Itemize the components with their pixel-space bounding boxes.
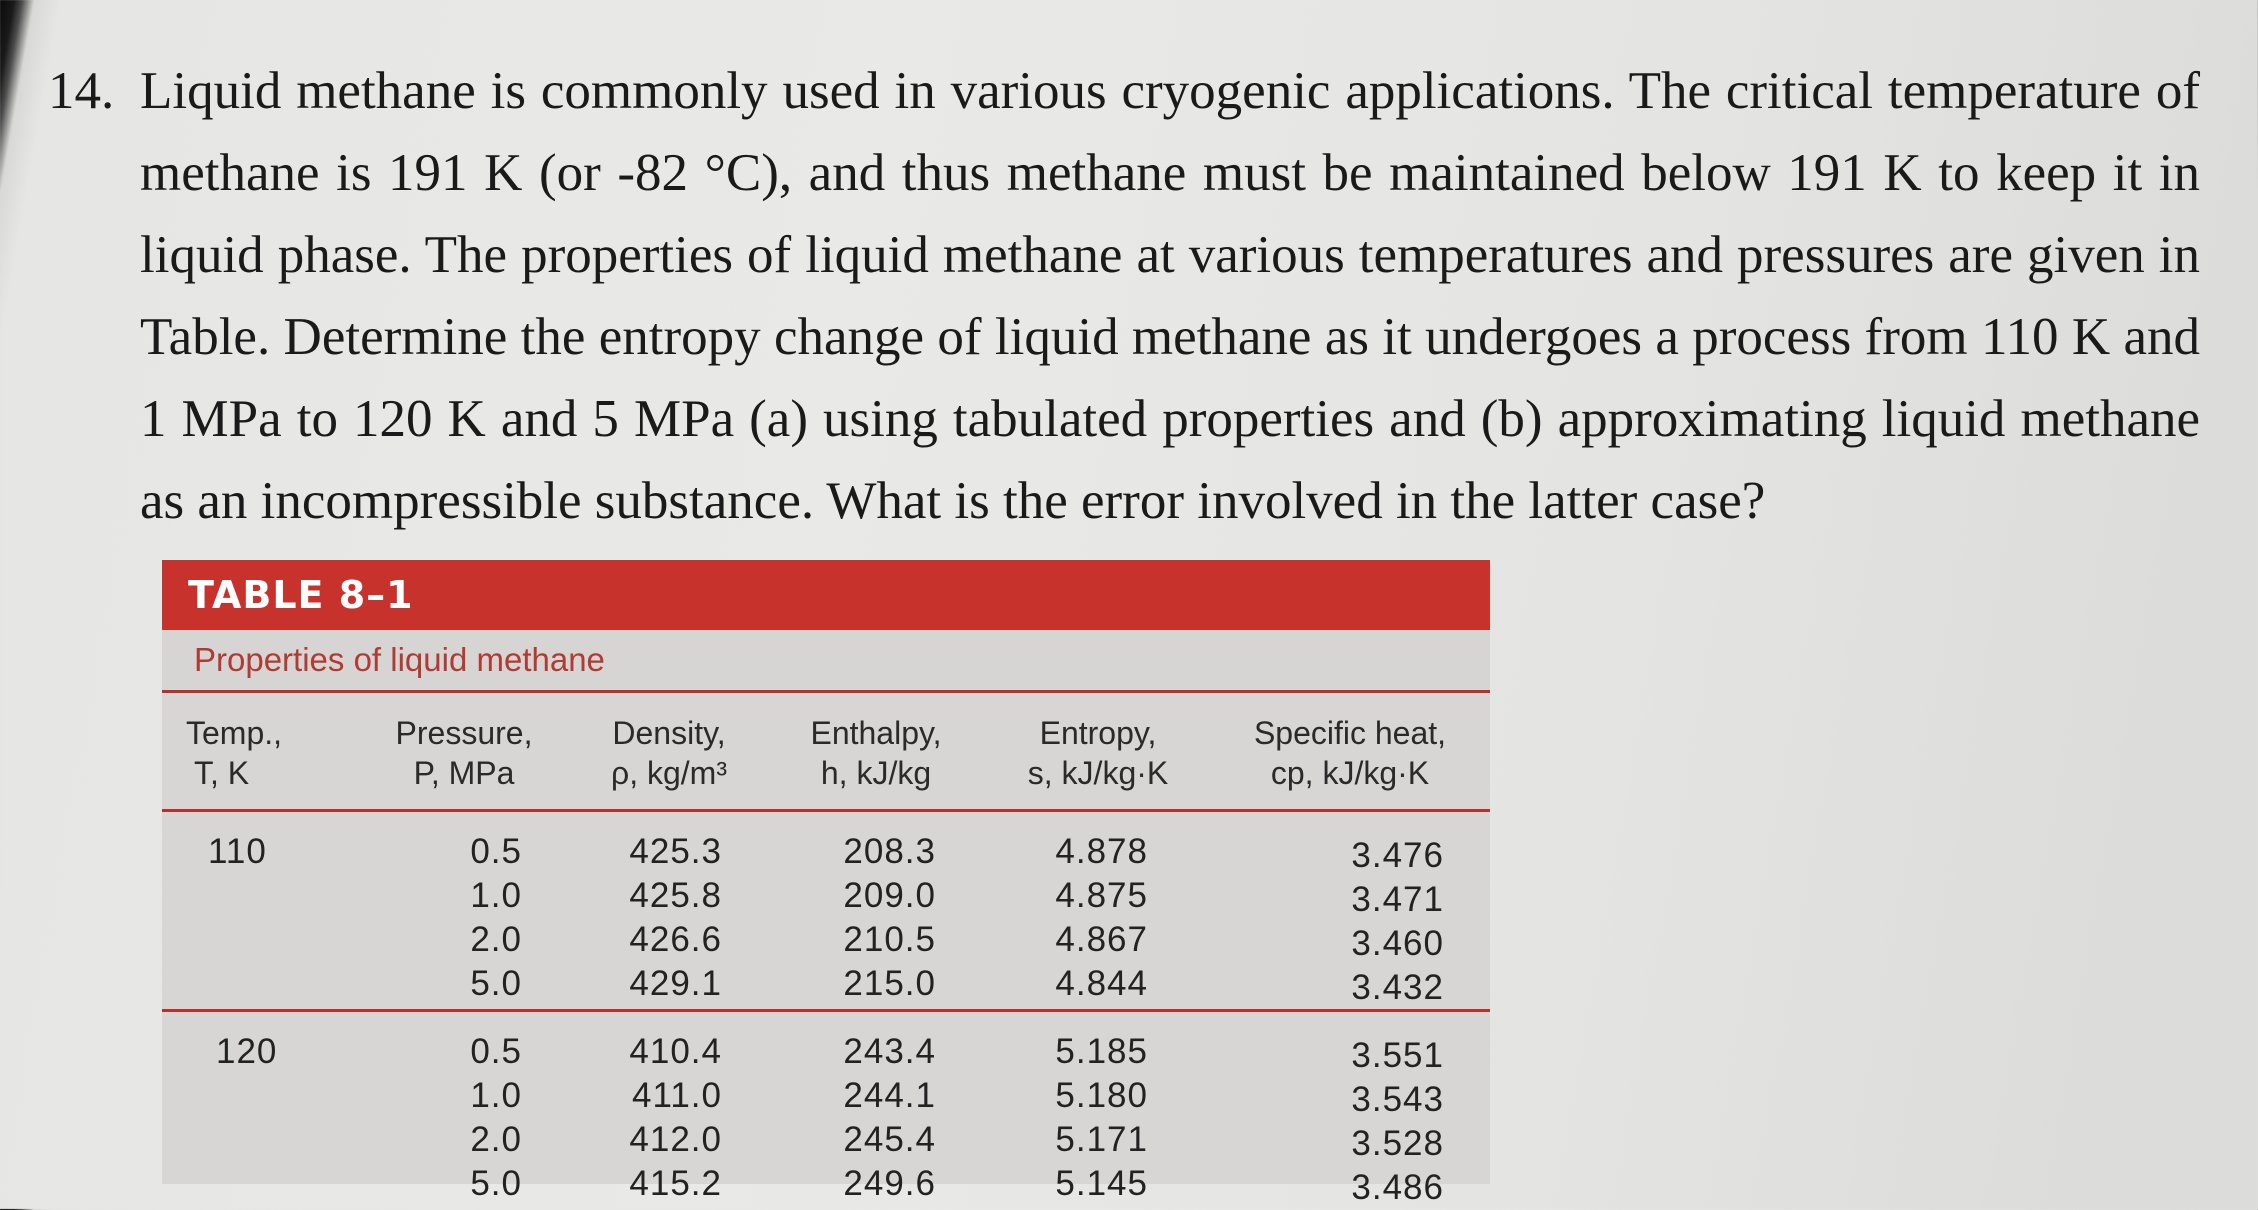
table-subtitle: Properties of liquid methane — [162, 630, 1490, 693]
table-cell: 3.471 — [1351, 880, 1444, 919]
col-header-temp — [186, 713, 282, 793]
table-cell: 425.3 — [629, 832, 722, 871]
problem-text: Liquid methane is commonly used in various cryogenic applications. The critical temperature of methane is 191 K (or -82 °C), and thus methane must be maintained below 191 K to keep it in liquid phase. The properties of liquid methane at various temperatures and pressures are given in Table. Determine the entropy change of liquid methane as it undergoes a process from 110 K and 1 MPa to 120 K and 5 MPa (a) using tabulated properties and (b) approximating liquid methane as an incompressible substance. What is the error involved in the latter case? — [140, 62, 2200, 530]
table-cell: 429.1 — [629, 964, 722, 1003]
table-cell: 425.8 — [629, 876, 722, 915]
table-cell: 5.0 — [470, 964, 522, 1003]
col-header-enthalpy-line1: Enthalpy, — [810, 715, 942, 751]
table-col-pressure — [422, 1030, 522, 1206]
col-header-specific-heat-line2: cp, kJ/kg·K — [1270, 755, 1430, 791]
problem-statement — [48, 50, 2228, 542]
table-cell: 0.5 — [470, 1032, 522, 1071]
table-col-density — [602, 830, 722, 1006]
table-col-entropy — [1028, 830, 1148, 1006]
table-col-enthalpy — [816, 1030, 936, 1206]
table-cell: 411.0 — [632, 1076, 722, 1115]
table-col-specific-heat — [1322, 1034, 1444, 1210]
col-header-pressure-line2: P, MPa — [413, 755, 515, 791]
table-cell: 3.486 — [1351, 1168, 1444, 1207]
table-title: TABLE 8–1 — [162, 560, 1490, 630]
col-header-density — [584, 713, 754, 793]
table-column-headers — [162, 693, 1490, 812]
table-row-group-110 — [162, 812, 1490, 1012]
table-cell: 4.844 — [1055, 964, 1148, 1003]
table-col-enthalpy — [816, 830, 936, 1006]
table-col-specific-heat — [1322, 834, 1444, 1010]
table-cell: 210.5 — [843, 920, 936, 959]
table-cell: 5.180 — [1055, 1076, 1148, 1115]
table-cell: 3.551 — [1351, 1036, 1444, 1075]
table-cell: 215.0 — [843, 964, 936, 1003]
problem-number: 14. — [48, 62, 115, 120]
table-cell: 249.6 — [843, 1164, 936, 1203]
table-cell-temp: 110 — [208, 832, 267, 871]
table-cell: 2.0 — [470, 1120, 522, 1159]
table-cell: 5.145 — [1055, 1164, 1148, 1203]
col-header-density-line1: Density, — [612, 715, 726, 751]
col-header-temp-line2: T, K — [194, 755, 250, 791]
col-header-enthalpy — [786, 713, 966, 793]
table-cell: 3.460 — [1351, 924, 1444, 963]
table-cell: 5.185 — [1055, 1032, 1148, 1071]
table-cell: 4.867 — [1055, 920, 1148, 959]
table-col-entropy — [1028, 1030, 1148, 1206]
table-row-group-120 — [162, 1012, 1490, 1209]
table-cell: 412.0 — [629, 1120, 722, 1159]
table-col-density — [602, 1030, 722, 1206]
col-header-density-line2: ρ, kg/m³ — [611, 755, 727, 791]
table-cell: 4.878 — [1055, 832, 1148, 871]
table-cell: 3.528 — [1351, 1124, 1444, 1163]
col-header-temp-line1: Temp., — [186, 715, 283, 751]
properties-table — [162, 560, 1490, 1207]
table-cell: 1.0 — [470, 876, 522, 915]
col-header-enthalpy-line2: h, kJ/kg — [820, 755, 932, 791]
col-header-specific-heat-line1: Specific heat, — [1253, 715, 1447, 751]
table-cell-temp: 120 — [216, 1032, 278, 1071]
table-col-pressure — [422, 830, 522, 1006]
table-cell: 3.432 — [1351, 968, 1444, 1007]
table-cell: 410.4 — [629, 1032, 722, 1071]
table-cell: 243.4 — [843, 1032, 936, 1071]
table-cell: 245.4 — [843, 1120, 936, 1159]
table-cell: 0.5 — [470, 832, 522, 871]
table-cell: 3.543 — [1351, 1080, 1444, 1119]
col-header-entropy — [998, 713, 1198, 793]
table-cell: 426.6 — [629, 920, 722, 959]
table-cell: 3.476 — [1351, 836, 1444, 875]
table-cell: 244.1 — [843, 1076, 936, 1115]
col-header-entropy-line2: s, kJ/kg·K — [1027, 755, 1169, 791]
col-header-pressure-line1: Pressure, — [395, 715, 533, 751]
table-cell: 415.2 — [629, 1164, 722, 1203]
table-cell: 5.0 — [470, 1164, 522, 1203]
col-header-entropy-line1: Entropy, — [1039, 715, 1157, 751]
table-cell: 4.875 — [1055, 876, 1148, 915]
col-header-pressure — [374, 713, 554, 793]
table-cell: 208.3 — [843, 832, 936, 871]
table-cell: 2.0 — [470, 920, 522, 959]
table-cell: 5.171 — [1055, 1120, 1148, 1159]
col-header-specific-heat — [1230, 713, 1470, 793]
table-cell: 1.0 — [470, 1076, 522, 1115]
table-cell: 209.0 — [843, 876, 936, 915]
